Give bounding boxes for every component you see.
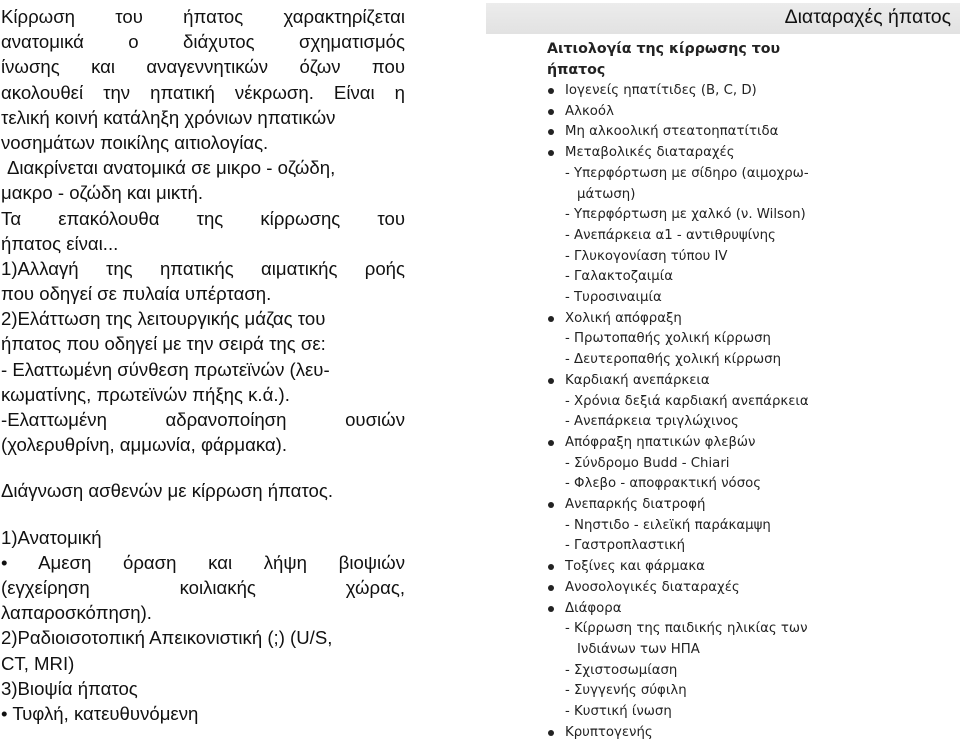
text-line: ήπατος που οδηγεί με την σειρά της σε: — [1, 333, 326, 355]
sub-item: - Φλεβο - αποφρακτική νόσος — [565, 476, 762, 492]
sub-item: - Τυροσιναιμία — [565, 290, 662, 306]
section-heading: Διάγνωση ασθενών με κίρρωση ήπατος. — [1, 480, 333, 502]
text-line: 2)Ελάττωση της λειτουργικής μάζας του — [1, 308, 326, 330]
text-line: Τα επακόλουθα της κίρρωσης του — [1, 207, 405, 229]
sub-item: - Κυστική ίνωση — [565, 704, 672, 720]
text-line: (χολερυθρίνη, αμμωνία, φάρμακα). — [1, 434, 288, 456]
text-line: ήπατος είναι... — [1, 232, 119, 254]
page-title: Διαταραχές ήπατος — [784, 6, 951, 28]
text-line: Διακρίνεται ανατομικά σε μικρο - οζώδη, — [7, 157, 336, 179]
list-item: Ανοσολογικές διαταραχές — [565, 579, 740, 595]
sub-item: - Χρόνια δεξιά καρδιακή ανεπάρκεια — [565, 393, 809, 409]
sub-item: - Νηστιδο - ειλεϊκή παράκαμψη — [565, 517, 771, 533]
sub-item: - Υπερφόρτωση με χαλκό (ν. Wilson) — [565, 207, 806, 223]
text-line: ίνωσης και αναγεννητικών όζων που — [1, 56, 405, 78]
sub-item: - Ανεπάρκεια α1 - αντιθρυψίνης — [565, 227, 776, 243]
list-item: Κρυπτογενής — [565, 724, 653, 740]
list-item: Απόφραξη ηπατικών φλεβών — [565, 434, 756, 450]
etiology-list — [547, 39, 947, 744]
body-text — [1, 4, 405, 726]
sub-item: - Πρωτοπαθής χολική κίρρωση — [565, 331, 771, 347]
sub-item: - Γλυκογονίαση τύπου IV — [565, 248, 728, 264]
sub-item: μάτωση) — [577, 186, 636, 202]
text-line: (εγχείρηση κοιλιακής χώρας, — [1, 576, 405, 598]
header-bar — [486, 3, 960, 34]
text-line: ανατομικά ο διάχυτος σχηματισμός — [1, 31, 405, 53]
text-line: τελική κοινή κατάληξη χρόνιων ηπατικών — [1, 106, 336, 128]
sub-item: Ινδιάνων των ΗΠΑ — [577, 641, 700, 657]
text-line: μακρο - οζώδη και μικτή. — [1, 182, 203, 204]
text-line: ακολουθεί την ηπατική νέκρωση. Είναι η — [1, 81, 405, 103]
list-item: Ιογενείς ηπατίτιδες (B, C, D) — [565, 83, 757, 98]
text-line: λαπαροσκόπηση). — [1, 602, 152, 624]
text-line: -Ελαττωμένη αδρανοποίηση ουσιών — [1, 409, 405, 430]
list-item: Τοξίνες και φάρμακα — [565, 559, 705, 575]
list-item: Ανεπαρκής διατροφή — [565, 497, 706, 513]
text-line: νοσημάτων ποικίλης αιτιολογίας. — [1, 131, 269, 153]
sub-item: - Σχιστοσωμίαση — [565, 662, 678, 678]
text-line: 1)Αλλαγή της ηπατικής αιματικής ροής — [1, 257, 405, 279]
sub-item: - Γαστροπλαστική — [565, 538, 686, 554]
text-line: κωματίνης, πρωτεϊνών πήξης κ.ά.). — [1, 383, 290, 405]
text-line: 1)Ανατομική — [1, 526, 102, 548]
sub-item: - Γαλακτοζαιμία — [565, 269, 674, 285]
list-item: Μη αλκοολική στεατοηπατίτιδα — [565, 124, 779, 140]
sub-item: - Ανεπάρκεια τριγλώχινος — [565, 414, 739, 430]
list-item: Αλκοόλ — [565, 103, 614, 119]
text-line: - Ελαττωμένη σύνθεση πρωτεϊνών (λευ- — [1, 358, 330, 380]
list-item: Μεταβολικές διαταραχές — [565, 145, 735, 161]
text-line: 3)Βιοψία ήπατος — [1, 677, 138, 699]
list-item: Διάφορα — [565, 600, 622, 616]
sub-item: - Σύνδρομο Budd - Chiari — [565, 455, 730, 471]
etiology-title: Αιτιολογία της κίρρωσης του ήπατος — [547, 41, 781, 78]
text-line: που οδηγεί σε πυλαία υπέρταση. — [1, 283, 272, 305]
text-line: 2)Ραδιοισοτοπική Απεικονιστική (;) (U/S, — [1, 627, 333, 649]
sub-item: - Δευτεροπαθής χολική κίρρωση — [565, 352, 782, 368]
list-item: Καρδιακή ανεπάρκεια — [565, 372, 710, 388]
sub-item: - Υπερφόρτωση με σίδηρο (αιμοχρω- — [565, 165, 809, 181]
text-line: • Τυφλή, κατευθυνόμενη — [1, 702, 199, 724]
sub-item: - Κίρρωση της παιδικής ηλικίας των — [565, 621, 808, 637]
text-line: Κίρρωση του ήπατος χαρακτηρίζεται — [1, 6, 405, 27]
text-line: CT, MRI) — [1, 652, 75, 674]
sub-item: - Συγγενής σύφιλη — [565, 683, 687, 699]
text-line: • Αμεση όραση και λήψη βιοψιών — [1, 551, 405, 573]
list-item: Χολική απόφραξη — [565, 310, 682, 326]
